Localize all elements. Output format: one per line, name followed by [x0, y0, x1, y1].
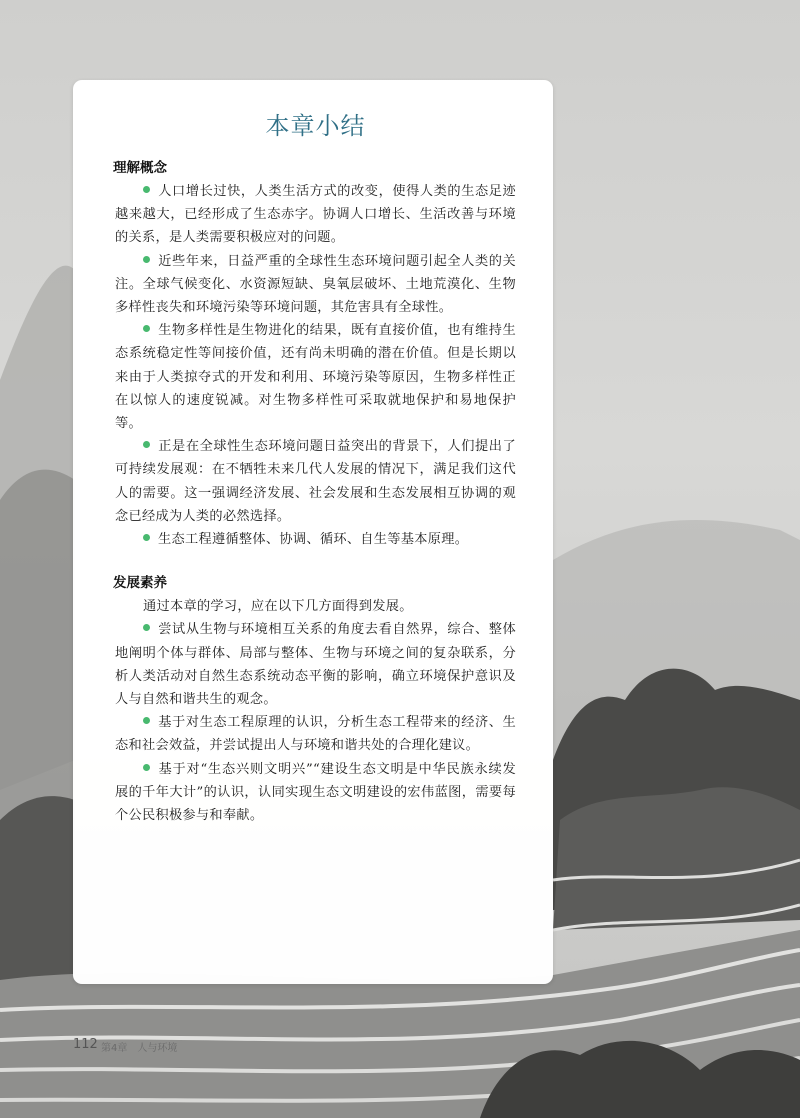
- concept-paragraph: 生物多样性是生物进化的结果，既有直接价值，也有维持生态系统稳定性等间接价值，还有尚未明确的潜在价值。但是长期以来由于人类掠夺式的开发和利用、环境污染等原因，生物多样性正在以惊人的速度锐减。对生物多样性可采取就地保护和易地保护等。: [115, 323, 516, 432]
- literacy-paragraph: 基于对“生态兴则文明兴”“建设生态文明是中华民族永续发展的千年大计”的认识，认同实现生态文明建设的宏伟蓝图，需要每个公民积极参与和奉献。: [115, 761, 516, 824]
- bullet-icon: [143, 764, 150, 771]
- page-number: 112: [73, 1037, 98, 1052]
- chapter-summary-card: [73, 80, 553, 984]
- page-title: 本章小结: [265, 112, 366, 140]
- bullet-icon: [143, 441, 150, 448]
- section-heading-literacy: 发展素养: [113, 575, 167, 592]
- bullet-icon: [143, 325, 150, 332]
- bullet-icon: [143, 186, 150, 193]
- bullet-icon: [143, 256, 150, 263]
- literacy-paragraph: 基于对生态工程原理的认识，分析生态工程带来的经济、生态和社会效益，并尝试提出人与环境和谐共处的合理化建议。: [115, 715, 516, 754]
- concept-paragraph: 人口增长过快，人类生活方式的改变，使得人类的生态足迹越来越大，已经形成了生态赤字。协调人口增长、生活改善与环境的关系，是人类需要积极应对的问题。: [115, 184, 516, 246]
- concept-paragraph: 生态工程遵循整体、协调、循环、自生等基本原理。: [115, 528, 516, 551]
- literacy-paragraph: 尝试从生物与环境相互关系的角度去看自然界，综合、整体地阐明个体与群体、局部与整体、生物与环境之间的复杂联系，分析人类活动对自然生态系统动态平衡的影响，确立环境保护意识及人与自然和谐共生的观念。: [115, 622, 516, 708]
- concept-paragraph: 正是在全球性生态环境问题日益突出的背景下，人们提出了可持续发展观：在不牺牲未来几代人发展的情况下，满足我们这代人的需要。这一强调经济发展、社会发展和生态发展相互协调的观念已经成为人类的必然选择。: [115, 439, 516, 524]
- chapter-reference: 第4章 人与环境: [101, 1043, 178, 1054]
- bullet-icon: [143, 534, 150, 541]
- concept-paragraph: 近些年来，日益严重的全球性生态环境问题引起全人类的关注。全球气候变化、水资源短缺、臭氧层破坏、土地荒漠化、生物多样性丧失和环境污染等环境问题，其危害具有全球性。: [115, 253, 516, 316]
- section-heading-concepts: 理解概念: [113, 160, 167, 176]
- literacy-intro: 通过本章的学习，应在以下几方面得到发展。: [143, 599, 413, 615]
- bullet-icon: [143, 717, 150, 724]
- bullet-icon: [143, 624, 150, 631]
